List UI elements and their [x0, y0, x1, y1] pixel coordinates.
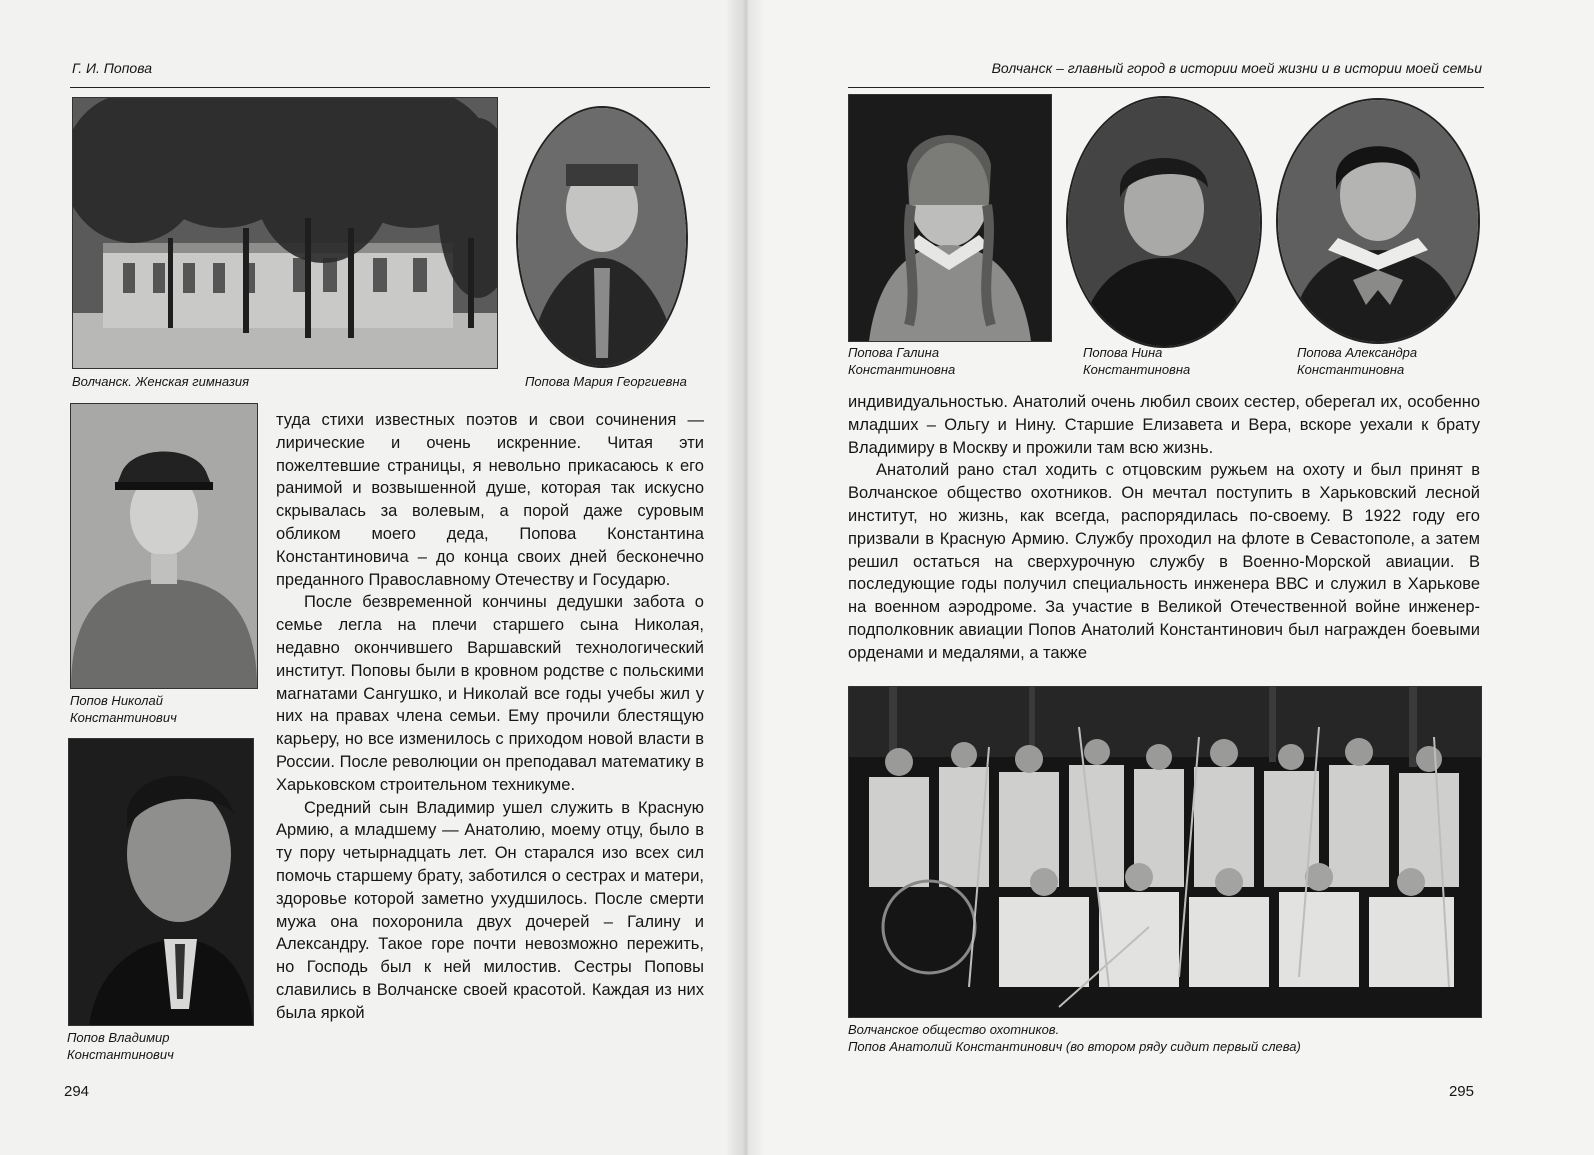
caption-alexandra-line2: Константиновна — [1297, 362, 1405, 377]
caption-maria: Попова Мария Георгиевна — [525, 374, 687, 389]
right-running-head: Волчанск – главный город в истории моей жизни и в истории моей семьи — [991, 60, 1482, 76]
right-header-rule — [848, 87, 1484, 88]
right-paragraph-2: Анатолий рано стал ходить с отцовским ружьем на охоту и был принят в Волчанское общество охотников. Он мечтал поступить в Харьковский лесной институт, но жизнь, как всегда, распорядилась по-своему. В 1922 году его призвали в Красную Армию. Службу проходил на флоте в Севастополе, а затем решил остаться на сверхурочную службу в Военно-Морской авиации. В последующие годы получил специальность инженера ВВС и служил в Харькове на военном аэродроме. За участие в Великой Отечественной войне инженер-подполковник авиации Попов Анатолий Константинович был награжден боевыми орденами и медалями, а также — [848, 461, 1480, 662]
hunting-society-photo — [848, 686, 1482, 1018]
caption-society-line1: Волчанское общество охотников. — [848, 1022, 1060, 1037]
caption-galina-line1: Попова Галина — [848, 345, 940, 360]
left-page — [0, 0, 740, 1155]
caption-vladimir-line1: Попов Владимир — [67, 1030, 170, 1045]
nina-portrait — [1066, 96, 1262, 348]
nikolai-portrait — [70, 403, 258, 689]
caption-gymnasium: Волчанск. Женская гимназия — [72, 374, 250, 389]
left-paragraph-3: Средний сын Владимир ушел служить в Красную Армию, а младшему — Анатолию, моему отцу, было в ту пору четырнадцать лет. Он старался изо всех сил помочь старшему брату, заботился о сестрах и матери, здоровье которой заметно ухудшилось. После смерти мужа она похоронила двух дочерей – Галину и Александру. Такое горе почти невозможно пережить, но Господь был к ней милостив. Сестры Поповы славились в Волчанске своей красотой. Каждая из них была яркой — [276, 798, 704, 1022]
caption-galina-line2: Константиновна — [848, 362, 956, 377]
right-page-number: 295 — [1448, 1083, 1474, 1100]
maria-portrait — [516, 106, 688, 368]
caption-alexandra-line1: Попова Александра — [1297, 345, 1418, 360]
alexandra-portrait — [1276, 98, 1480, 344]
galina-portrait — [848, 94, 1052, 342]
caption-nikolai-line1: Попов Николай — [70, 693, 163, 708]
caption-nikolai-line2: Константинович — [70, 710, 177, 725]
gymnasium-photo — [72, 97, 498, 369]
left-running-head: Г. И. Попова — [72, 60, 152, 76]
left-body-text — [276, 409, 704, 1025]
caption-nina-line1: Попова Нина — [1083, 345, 1163, 360]
caption-nina-line2: Константиновна — [1083, 362, 1191, 377]
right-body-text — [848, 391, 1480, 665]
left-page-number: 294 — [64, 1083, 90, 1100]
left-header-rule — [70, 87, 710, 88]
vladimir-portrait — [68, 738, 254, 1026]
left-paragraph-2: После безвременной кончины дедушки забота о семье легла на плечи старшего сына Николая, недавно окончившего Варшавский технологический институт. Поповы были в кровном родстве с польскими магнатами Сангушко, и Николай все годы учебы жил у них на правах члена семьи. Ему прочили блестящую карьеру, но все изменилось с приходом новой власти в России. После революции он преподавал математику в Харьковском строительном техникуме. — [276, 593, 704, 794]
right-paragraph-1: индивидуальностью. Анатолий очень любил своих сестер, оберегал их, особенно младших – Ольгу и Нину. Старшие Елизавета и Вера, вскоре уехали к брату Владимиру в Москву и прожили там всю жизнь. — [848, 393, 1480, 457]
caption-vladimir-line2: Константинович — [67, 1047, 174, 1062]
left-paragraph-1: туда стихи известных поэтов и свои сочинения — лирические и очень искренние. Читая эти пожелтевшие страницы, я невольно прикасаюсь к его ранимой и возвышенной душе, которая так искусно скрывалась за волевым, а порой даже суровым обликом моего деда, Попова Константина Константиновича – до конца своих дней бесконечно преданного Православному Отечеству и Государю. — [276, 411, 704, 589]
right-page — [740, 0, 1594, 1155]
caption-society-line2: Попов Анатолий Константинович (во втором ряду сидит первый слева) — [848, 1039, 1301, 1054]
